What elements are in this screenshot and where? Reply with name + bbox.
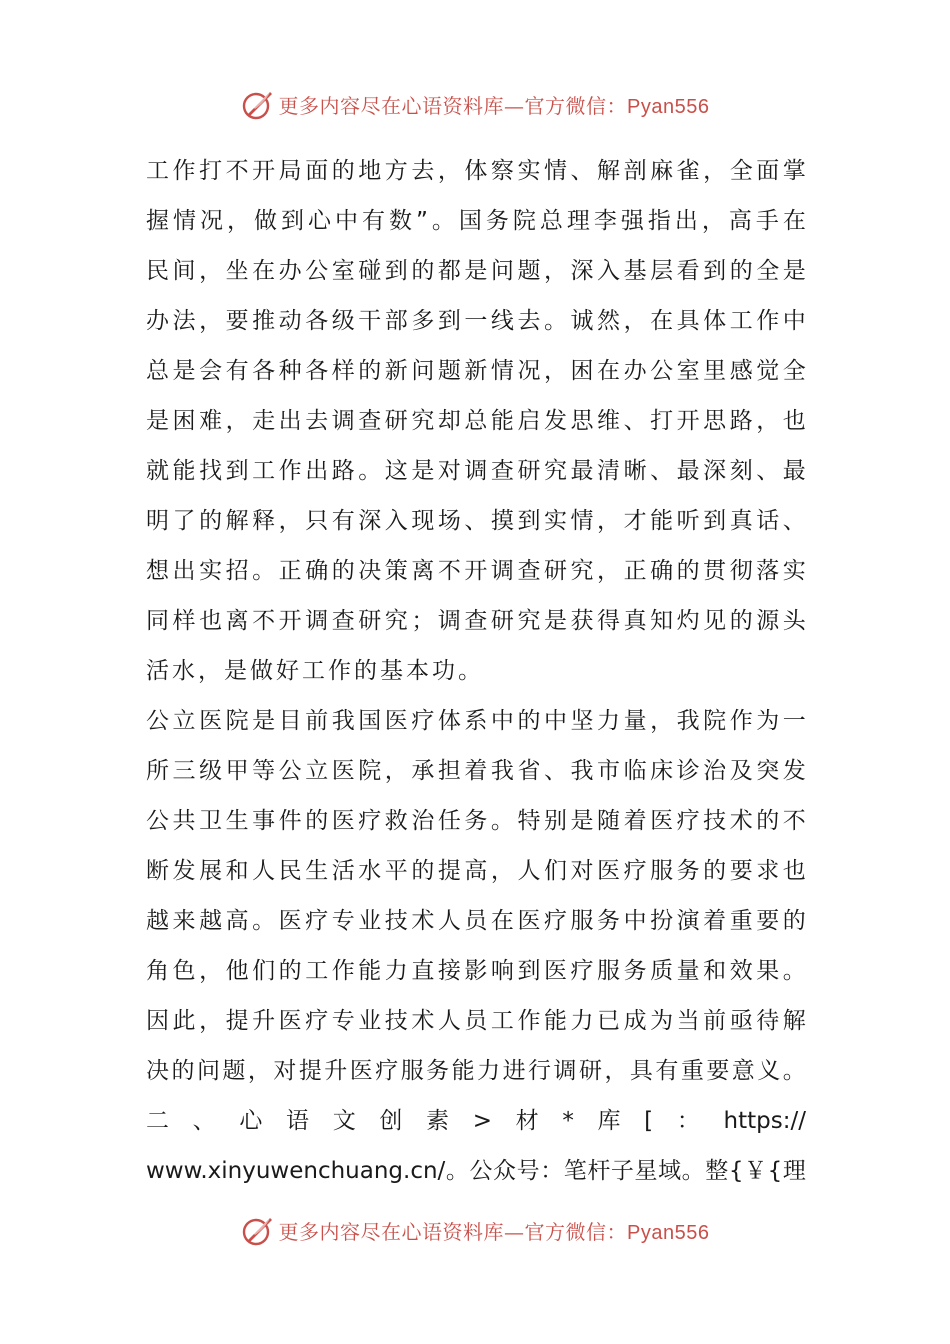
wechat-id: Pyan556 <box>627 1221 710 1244</box>
quill-logo-icon <box>241 1213 275 1247</box>
body-line: 总 是 会 有 各 种 各 样 的 新 问 题 新 情 况 ， 困 在 办 公 室 里 感 觉 全 <box>146 358 806 384</box>
document-body <box>146 146 806 1196</box>
body-line: 角 色 ， 他 们 的 工 作 能 力 直 接 影 响 到 医 疗 服 务 质 量 和 效 果 。 <box>146 958 806 984</box>
body-line: 越 来 越 高 。 医 疗 专 业 技 术 人 员 在 医 疗 服 务 中 扮 演 着 重 要 的 <box>146 908 806 934</box>
quill-logo-icon <box>241 87 275 121</box>
body-line: 工 作 打 不 开 局 面 的 地 方 去 ， 体 察 实 情 、 解 剖 麻 雀 ， 全 面 掌 <box>146 158 806 184</box>
body-line: 断 发 展 和 人 民 生 活 水 平 的 提 高 ， 人 们 对 医 疗 服 务 的 要 求 也 <box>146 858 806 884</box>
banner-text: 更多内容尽在心语资料库—官方微信：Pyan556 <box>278 93 710 118</box>
body-line: 所 三 级 甲 等 公 立 医 院 ， 承 担 着 我 省 、 我 市 临 床 诊 治 及 突 发 <box>146 758 806 784</box>
body-line: 握 情 况 ， 做 到 心 中 有 数 ” 。 国 务 院 总 理 李 强 指 出 ， 高 手 在 <box>146 208 806 234</box>
wechat-id: Pyan556 <box>627 95 710 118</box>
body-line: 就 能 找 到 工 作 出 路 。 这 是 对 调 查 研 究 最 清 晰 、 最 深 刻 、 最 <box>146 458 806 484</box>
body-line: 因 此 ， 提 升 医 疗 专 业 技 术 人 员 工 作 能 力 已 成 为 当 前 亟 待 解 <box>146 1008 806 1034</box>
body-line: 活水，是做好工作的基本功。 <box>146 658 484 684</box>
body-line: 办 法 ， 要 推 动 各 级 干 部 多 到 一 线 去 。 诚 然 ， 在 具 体 工 作 中 <box>146 308 806 334</box>
footer-banner <box>0 1210 950 1250</box>
body-line: 是 困 难 ， 走 出 去 调 查 研 究 却 总 能 启 发 思 维 、 打 开 思 路 ， 也 <box>146 408 806 434</box>
banner-text: 更多内容尽在心语资料库—官方微信：Pyan556 <box>278 1219 710 1244</box>
body-line: 明 了 的 解 释 ， 只 有 深 入 现 场 、 摸 到 实 情 ， 才 能 听 到 真 话 、 <box>146 508 806 534</box>
body-line: 公 立 医 院 是 目 前 我 国 医 疗 体 系 中 的 中 坚 力 量 ， 我 院 作 为 一 <box>146 708 806 734</box>
body-line: 同 样 也 离 不 开 调 查 研 究 ； 调 查 研 究 是 获 得 真 知 灼 见 的 源 头 <box>146 608 806 634</box>
body-line: 想 出 实 招 。 正 确 的 决 策 离 不 开 调 查 研 究 ， 正 确 的 贯 彻 落 实 <box>146 558 806 584</box>
body-line: 二 、 心 语 文 创 素 > 材 * 库 [ ： https:// <box>146 1108 806 1134</box>
body-line: 公 共 卫 生 事 件 的 医 疗 救 治 任 务 。 特 别 是 随 着 医 疗 技 术 的 不 <box>146 808 806 834</box>
body-line: www.xinyuwenchuang.cn/ 。 公 众 号 ： 笔 杆 子 星 域 。 整 { ￥ { 理 <box>146 1158 806 1184</box>
body-line: 民 间 ， 坐 在 办 公 室 碰 到 的 都 是 问 题 ， 深 入 基 层 看 到 的 全 是 <box>146 258 806 284</box>
header-banner <box>0 84 950 124</box>
body-line: 决 的 问 题 ， 对 提 升 医 疗 服 务 能 力 进 行 调 研 ， 具 有 重 要 意 义 。 <box>146 1058 806 1084</box>
